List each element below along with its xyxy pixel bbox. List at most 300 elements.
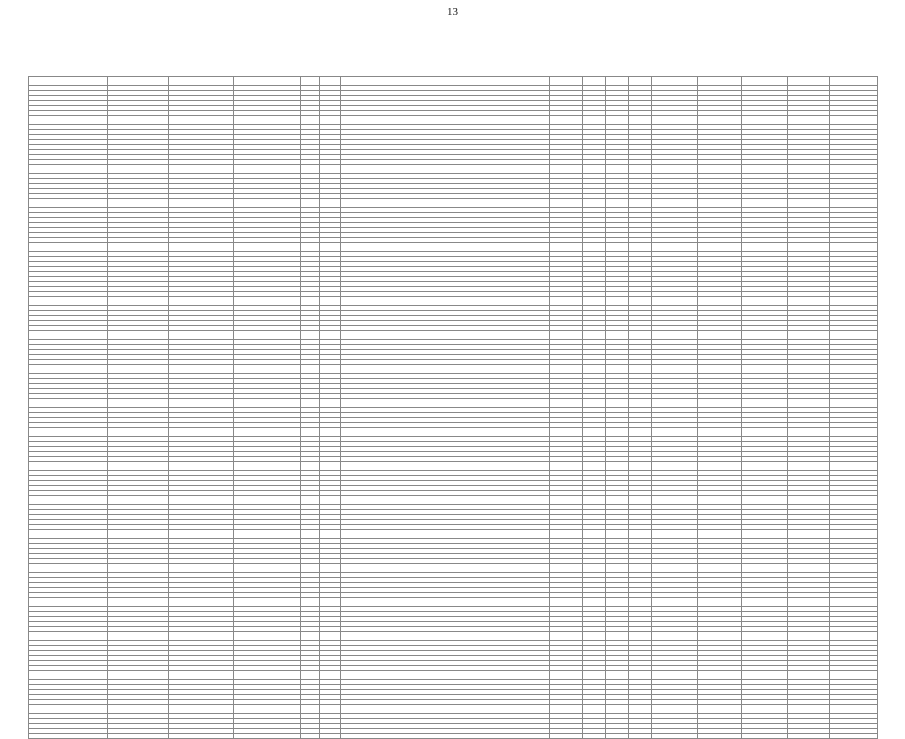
- cell-total: [652, 116, 698, 125]
- cell-municipality: [169, 632, 234, 641]
- cell-unit: [549, 297, 582, 306]
- cell-house: [300, 199, 319, 208]
- cell-year_built: [319, 77, 340, 86]
- cell-v3: [788, 428, 830, 437]
- cell-v1: [698, 530, 742, 539]
- cell-v2: [742, 705, 788, 714]
- cell-total: [652, 734, 698, 739]
- cell-district: [29, 671, 108, 680]
- cell-house: [300, 428, 319, 437]
- cell-locality: [108, 297, 169, 306]
- cell-v3: [788, 199, 830, 208]
- cell-c2: [606, 530, 629, 539]
- cell-total: [652, 399, 698, 408]
- cell-house: [300, 399, 319, 408]
- cell-c3: [629, 243, 652, 252]
- table-row: [29, 399, 878, 408]
- cell-district: [29, 705, 108, 714]
- cell-work_type: [340, 530, 549, 539]
- table-row: [29, 77, 878, 86]
- cell-work_type: [340, 462, 549, 471]
- table-row: [29, 632, 878, 641]
- cell-v4: [829, 530, 877, 539]
- cell-v2: [742, 530, 788, 539]
- cell-v3: [788, 598, 830, 607]
- cell-v4: [829, 116, 877, 125]
- cell-v1: [698, 632, 742, 641]
- cell-v2: [742, 77, 788, 86]
- cell-v1: [698, 399, 742, 408]
- cell-unit: [549, 331, 582, 340]
- cell-locality: [108, 428, 169, 437]
- cell-v4: [829, 428, 877, 437]
- cell-street: [233, 632, 300, 641]
- cell-municipality: [169, 243, 234, 252]
- cell-house: [300, 77, 319, 86]
- cell-v4: [829, 77, 877, 86]
- cell-year_built: [319, 243, 340, 252]
- cell-v3: [788, 671, 830, 680]
- cell-c1: [583, 428, 606, 437]
- cell-c1: [583, 496, 606, 505]
- cell-v1: [698, 462, 742, 471]
- cell-unit: [549, 671, 582, 680]
- cell-work_type: [340, 331, 549, 340]
- cell-c2: [606, 496, 629, 505]
- cell-c1: [583, 399, 606, 408]
- cell-work_type: [340, 734, 549, 739]
- cell-total: [652, 199, 698, 208]
- cell-v2: [742, 165, 788, 174]
- cell-c1: [583, 116, 606, 125]
- cell-municipality: [169, 331, 234, 340]
- cell-work_type: [340, 116, 549, 125]
- cell-c3: [629, 365, 652, 374]
- cell-c3: [629, 199, 652, 208]
- cell-district: [29, 365, 108, 374]
- cell-unit: [549, 399, 582, 408]
- cell-v1: [698, 77, 742, 86]
- cell-work_type: [340, 632, 549, 641]
- cell-unit: [549, 428, 582, 437]
- cell-v2: [742, 331, 788, 340]
- cell-year_built: [319, 365, 340, 374]
- cell-c2: [606, 199, 629, 208]
- cell-c3: [629, 734, 652, 739]
- cell-v3: [788, 530, 830, 539]
- cell-total: [652, 331, 698, 340]
- cell-street: [233, 564, 300, 573]
- cell-unit: [549, 77, 582, 86]
- cell-v3: [788, 297, 830, 306]
- cell-total: [652, 297, 698, 306]
- cell-house: [300, 734, 319, 739]
- cell-year_built: [319, 671, 340, 680]
- cell-v1: [698, 671, 742, 680]
- table-row: [29, 462, 878, 471]
- cell-house: [300, 462, 319, 471]
- cell-v1: [698, 598, 742, 607]
- cell-c1: [583, 564, 606, 573]
- cell-street: [233, 428, 300, 437]
- cell-v2: [742, 462, 788, 471]
- cell-year_built: [319, 399, 340, 408]
- cell-c3: [629, 428, 652, 437]
- cell-house: [300, 116, 319, 125]
- cell-c2: [606, 116, 629, 125]
- cell-street: [233, 199, 300, 208]
- cell-c1: [583, 243, 606, 252]
- cell-v4: [829, 564, 877, 573]
- cell-work_type: [340, 496, 549, 505]
- cell-house: [300, 243, 319, 252]
- cell-c3: [629, 530, 652, 539]
- cell-locality: [108, 165, 169, 174]
- cell-unit: [549, 199, 582, 208]
- cell-house: [300, 564, 319, 573]
- cell-v3: [788, 116, 830, 125]
- cell-v2: [742, 297, 788, 306]
- cell-unit: [549, 734, 582, 739]
- cell-street: [233, 77, 300, 86]
- table-row: [29, 598, 878, 607]
- table-row: [29, 116, 878, 125]
- cell-year_built: [319, 331, 340, 340]
- cell-municipality: [169, 399, 234, 408]
- cell-street: [233, 530, 300, 539]
- cell-v1: [698, 331, 742, 340]
- cell-c3: [629, 598, 652, 607]
- cell-locality: [108, 365, 169, 374]
- table-row: [29, 530, 878, 539]
- cell-c3: [629, 671, 652, 680]
- cell-total: [652, 598, 698, 607]
- cell-c2: [606, 77, 629, 86]
- cell-c2: [606, 428, 629, 437]
- cell-locality: [108, 564, 169, 573]
- cell-v4: [829, 496, 877, 505]
- cell-year_built: [319, 734, 340, 739]
- cell-locality: [108, 734, 169, 739]
- cell-c2: [606, 331, 629, 340]
- cell-v2: [742, 598, 788, 607]
- cell-v4: [829, 462, 877, 471]
- cell-year_built: [319, 705, 340, 714]
- cell-c2: [606, 598, 629, 607]
- cell-street: [233, 331, 300, 340]
- table-row: [29, 428, 878, 437]
- cell-locality: [108, 331, 169, 340]
- cell-house: [300, 705, 319, 714]
- cell-street: [233, 297, 300, 306]
- cell-district: [29, 734, 108, 739]
- cell-work_type: [340, 365, 549, 374]
- table-row: [29, 734, 878, 739]
- cell-c3: [629, 632, 652, 641]
- cell-unit: [549, 462, 582, 471]
- cell-total: [652, 705, 698, 714]
- cell-municipality: [169, 116, 234, 125]
- cell-house: [300, 165, 319, 174]
- cell-v3: [788, 399, 830, 408]
- cell-c2: [606, 297, 629, 306]
- cell-house: [300, 530, 319, 539]
- cell-house: [300, 671, 319, 680]
- cell-work_type: [340, 705, 549, 714]
- cell-c1: [583, 331, 606, 340]
- cell-locality: [108, 199, 169, 208]
- cell-c3: [629, 705, 652, 714]
- cell-municipality: [169, 734, 234, 739]
- cell-c1: [583, 297, 606, 306]
- cell-year_built: [319, 598, 340, 607]
- cell-total: [652, 428, 698, 437]
- cell-v1: [698, 564, 742, 573]
- cell-work_type: [340, 399, 549, 408]
- cell-house: [300, 632, 319, 641]
- cell-locality: [108, 671, 169, 680]
- cell-work_type: [340, 671, 549, 680]
- cell-locality: [108, 705, 169, 714]
- cell-municipality: [169, 705, 234, 714]
- cell-district: [29, 243, 108, 252]
- cell-year_built: [319, 564, 340, 573]
- cell-c2: [606, 462, 629, 471]
- cell-c3: [629, 564, 652, 573]
- table-row: [29, 243, 878, 252]
- cell-street: [233, 496, 300, 505]
- cell-street: [233, 598, 300, 607]
- cell-locality: [108, 462, 169, 471]
- cell-v2: [742, 428, 788, 437]
- cell-v3: [788, 564, 830, 573]
- cell-house: [300, 598, 319, 607]
- table-row: [29, 365, 878, 374]
- cell-street: [233, 116, 300, 125]
- cell-c1: [583, 734, 606, 739]
- cell-unit: [549, 598, 582, 607]
- cell-v4: [829, 734, 877, 739]
- cell-c2: [606, 705, 629, 714]
- cell-unit: [549, 632, 582, 641]
- cell-municipality: [169, 428, 234, 437]
- cell-year_built: [319, 530, 340, 539]
- cell-c3: [629, 462, 652, 471]
- cell-unit: [549, 496, 582, 505]
- cell-municipality: [169, 496, 234, 505]
- cell-street: [233, 671, 300, 680]
- cell-locality: [108, 598, 169, 607]
- cell-year_built: [319, 165, 340, 174]
- cell-municipality: [169, 462, 234, 471]
- cell-c1: [583, 165, 606, 174]
- cell-district: [29, 496, 108, 505]
- cell-v4: [829, 331, 877, 340]
- cell-v4: [829, 671, 877, 680]
- cell-locality: [108, 530, 169, 539]
- cell-locality: [108, 399, 169, 408]
- cell-c3: [629, 399, 652, 408]
- cell-locality: [108, 243, 169, 252]
- cell-street: [233, 399, 300, 408]
- cell-v4: [829, 598, 877, 607]
- cell-district: [29, 77, 108, 86]
- cell-c2: [606, 734, 629, 739]
- cell-v3: [788, 462, 830, 471]
- cell-municipality: [169, 598, 234, 607]
- cell-locality: [108, 77, 169, 86]
- cell-v1: [698, 243, 742, 252]
- cell-district: [29, 530, 108, 539]
- table-row: [29, 297, 878, 306]
- cell-total: [652, 671, 698, 680]
- cell-c1: [583, 199, 606, 208]
- cell-street: [233, 734, 300, 739]
- table-row: [29, 705, 878, 714]
- page-number: 13: [447, 6, 458, 18]
- cell-street: [233, 165, 300, 174]
- cell-district: [29, 632, 108, 641]
- cell-v3: [788, 734, 830, 739]
- cell-v2: [742, 496, 788, 505]
- cell-c3: [629, 116, 652, 125]
- cell-work_type: [340, 598, 549, 607]
- cell-district: [29, 165, 108, 174]
- cell-unit: [549, 530, 582, 539]
- cell-v1: [698, 297, 742, 306]
- cell-municipality: [169, 530, 234, 539]
- cell-v4: [829, 243, 877, 252]
- cell-v2: [742, 243, 788, 252]
- cell-total: [652, 165, 698, 174]
- cell-district: [29, 199, 108, 208]
- cell-v3: [788, 165, 830, 174]
- cell-v2: [742, 365, 788, 374]
- cell-v2: [742, 564, 788, 573]
- cell-year_built: [319, 462, 340, 471]
- cell-c1: [583, 365, 606, 374]
- cell-district: [29, 331, 108, 340]
- cell-c1: [583, 705, 606, 714]
- cell-total: [652, 77, 698, 86]
- cell-v1: [698, 199, 742, 208]
- cell-total: [652, 530, 698, 539]
- cell-municipality: [169, 564, 234, 573]
- cell-v1: [698, 428, 742, 437]
- table-row: [29, 199, 878, 208]
- cell-locality: [108, 496, 169, 505]
- cell-locality: [108, 632, 169, 641]
- cell-v1: [698, 116, 742, 125]
- cell-municipality: [169, 77, 234, 86]
- cell-v2: [742, 399, 788, 408]
- cell-year_built: [319, 116, 340, 125]
- cell-locality: [108, 116, 169, 125]
- cell-year_built: [319, 199, 340, 208]
- cell-v1: [698, 365, 742, 374]
- cell-v4: [829, 399, 877, 408]
- cell-total: [652, 365, 698, 374]
- cell-street: [233, 705, 300, 714]
- cell-house: [300, 297, 319, 306]
- cell-v3: [788, 331, 830, 340]
- cell-v4: [829, 632, 877, 641]
- table-row: [29, 331, 878, 340]
- cell-year_built: [319, 428, 340, 437]
- cell-work_type: [340, 564, 549, 573]
- cell-v1: [698, 734, 742, 739]
- cell-total: [652, 462, 698, 471]
- cell-unit: [549, 365, 582, 374]
- cell-total: [652, 496, 698, 505]
- table-row: [29, 165, 878, 174]
- cell-c3: [629, 165, 652, 174]
- cell-v1: [698, 496, 742, 505]
- cell-district: [29, 598, 108, 607]
- cell-v4: [829, 165, 877, 174]
- cell-c1: [583, 598, 606, 607]
- cell-v4: [829, 297, 877, 306]
- cell-district: [29, 399, 108, 408]
- cell-c2: [606, 365, 629, 374]
- cell-house: [300, 331, 319, 340]
- cell-c2: [606, 243, 629, 252]
- cell-municipality: [169, 297, 234, 306]
- cell-municipality: [169, 365, 234, 374]
- table-row: [29, 564, 878, 573]
- cell-v1: [698, 705, 742, 714]
- cell-v3: [788, 632, 830, 641]
- cell-c1: [583, 77, 606, 86]
- cell-c3: [629, 77, 652, 86]
- cell-v2: [742, 199, 788, 208]
- cell-total: [652, 632, 698, 641]
- cell-year_built: [319, 297, 340, 306]
- cell-v3: [788, 496, 830, 505]
- cell-c3: [629, 297, 652, 306]
- cell-c2: [606, 671, 629, 680]
- cell-c1: [583, 530, 606, 539]
- cell-v3: [788, 77, 830, 86]
- cell-work_type: [340, 428, 549, 437]
- cell-municipality: [169, 165, 234, 174]
- cell-district: [29, 428, 108, 437]
- cell-unit: [549, 116, 582, 125]
- cell-work_type: [340, 199, 549, 208]
- cell-year_built: [319, 632, 340, 641]
- cell-work_type: [340, 297, 549, 306]
- cell-c1: [583, 462, 606, 471]
- cell-c1: [583, 671, 606, 680]
- cell-v2: [742, 632, 788, 641]
- cell-v2: [742, 671, 788, 680]
- cell-c2: [606, 564, 629, 573]
- cell-unit: [549, 564, 582, 573]
- cell-unit: [549, 165, 582, 174]
- cell-v1: [698, 165, 742, 174]
- cell-district: [29, 116, 108, 125]
- cell-v4: [829, 199, 877, 208]
- cell-municipality: [169, 199, 234, 208]
- cell-v4: [829, 705, 877, 714]
- cell-v3: [788, 243, 830, 252]
- cell-v2: [742, 116, 788, 125]
- cell-v4: [829, 365, 877, 374]
- cell-v2: [742, 734, 788, 739]
- cell-c3: [629, 496, 652, 505]
- cell-c2: [606, 399, 629, 408]
- cell-unit: [549, 243, 582, 252]
